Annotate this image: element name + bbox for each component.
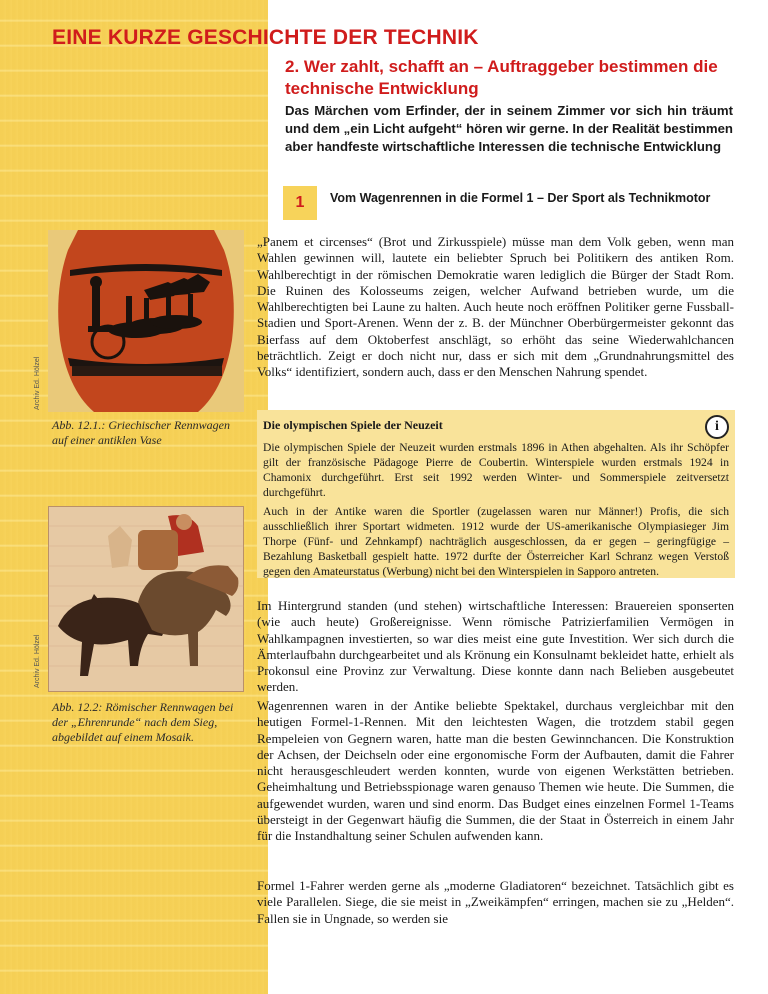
page-header-title: EINE KURZE GESCHICHTE DER TECHNIK bbox=[52, 26, 479, 49]
greek-vase-image bbox=[48, 230, 244, 412]
figure-credit: Archiv Ed. Hölzel bbox=[34, 634, 41, 688]
body-paragraph: Formel 1-Fahrer werden gerne als „moderne Gladiatoren“ bezeichnet. Tatsächlich gibt es viele Parallelen. Siege, die sie meist in „Zweikämpfen“ erringen, machen sie zu „Helden“. Fallen sie in Ungnade, so werden sie bbox=[257, 878, 734, 926]
figure-greek-vase bbox=[48, 230, 244, 412]
info-box bbox=[257, 410, 735, 578]
body-paragraph: Im Hintergrund standen (und stehen) wirtschaftliche Interessen: Brauereien sponserten (wie auch heute) Großereignisse. Wenn römische Patrizierfamilien Vermögen in Wahlkampagnen investierten, so war dies meist eine gute Investition. Wer sich durch die Ämterlaufbahn durchgearbeitet und als Krönung ein Konsulnamt bekleidet hatte, erhielt als Prokonsul eine Provinz zur Verwaltung. Diese konnte dann nach Belieben ausgebeutet werden. bbox=[257, 598, 734, 695]
figure-credit: Archiv Ed. Hölzel bbox=[34, 356, 41, 410]
info-icon: i bbox=[705, 415, 729, 439]
figure-caption: Abb. 12.2: Römischer Rennwagen bei der „Ehrenrunde“ nach dem Sieg, abgebildet auf einem Mosaik. bbox=[52, 700, 234, 744]
subsection-number-badge: 1 bbox=[283, 186, 317, 220]
info-box-text: Die olympischen Spiele der Neuzeit wurden erstmals 1896 in Athen abgehalten. Als ihr Schöpfer gilt der französische Pädagoge Pierre de Coubertin. Winterspiele wurden erstmals 1924 in Chamonix durchgeführt. Erst seit 1992 werden Winter- und Sommerspiele zeitversetzt durchgeführt. bbox=[263, 441, 729, 499]
body-paragraph: „Panem et circenses“ (Brot und Zirkusspiele) müsse man dem Volk geben, wenn man Wahlen gewinnen will, lautete ein beliebter Spruch bei Politikern des antiken Rom. Wahlberechtigt in der römischen Demokratie waren lediglich die Bürger der Stadt Rom. Die Ruinen des Kolosseums zeigen, welcher Aufwand betrieben wurde, um die Wahlberechtigten bei Laune zu halten. Auch heute noch eröffnen Politiker gerne Fussball-Stadien und Sport-Arenen. Wenn der z. B. der Münchner Oberbürgermeister gekonnt das Bierfass auf dem Oktoberfest anschlägt, so erhöht das seine Wiederwahlchancen beträchtlich. Zeigt er doch nicht nur, dass er sich mit dem „Grundnahrungsmittel des Volks“ identifiziert, sondern auch, dass er den Menschen Nahrung spendet. bbox=[257, 234, 734, 380]
figure-roman-mosaic bbox=[48, 506, 244, 692]
section-intro: Das Märchen vom Erfinder, der in seinem Zimmer vor sich hin träumt und dem „ein Licht aufgeht“ hören wir gerne. In der Realität bestimmen aber handfeste wirtschaftliche Interessen die technische Entwicklung bbox=[285, 103, 733, 154]
figure-caption: Abb. 12.1.: Griechischer Rennwagen auf einer antiklen Vase bbox=[52, 418, 230, 447]
subsection-title: Vom Wagenrennen in die Formel 1 – Der Sport als Technikmotor bbox=[330, 191, 711, 205]
info-box-title: Die olympischen Spiele der Neuzeit bbox=[263, 418, 443, 432]
sidebar-background bbox=[0, 0, 268, 994]
info-box-text: Auch in der Antike waren die Sportler (zugelassen waren nur Männer!) Profis, die sich ausschließlich ihrer Sportart widmeten. 1912 wurde der US-amerikanische Olympiasieger Jim Thorpe (Fünf- und Zehnkampf) nachträglich ausgeschlossen, da er gegen – geringfügige – Bezahlung Basketball gespielt hatte. 1972 durfte der Österreicher Karl Schranz wegen Verstoß gegen den Amateurstatus (Werbung) nicht bei den Winterspielen in Sapporo antreten. bbox=[263, 505, 729, 578]
body-paragraph: Wagenrennen waren in der Antike beliebte Spektakel, durchaus vergleichbar mit den heutigen Formel-1-Rennen. Mit den leichtesten Wagen, die trotzdem stabil gegen Rempeleien von Gegnern waren, hatte man die besten Gewinnchancen. Die Konstruktion der Achsen, der Deichseln oder eine ergonomische Form der Aufbauten, damit die Fahrer nicht herausgeschleudert werden konnten, wurde von eigenen Werkstätten betrieben. Geheimhaltung und Betriebsspionage waren genauso Themen wie heute. Die Summen, die aufgewendet wurden, waren und sind enorm. Das Budget eines einzelnen Formel 1-Teams übersteigt in der Gegenwart häufig die Summen, die der Staat in Österreich in einem Jahr für die Instandhaltung seiner Schulen aufwenden kann. bbox=[257, 698, 734, 844]
roman-mosaic-image bbox=[48, 506, 244, 692]
section-title: 2. Wer zahlt, schafft an – Auftraggeber bestimmen die technische Entwicklung bbox=[285, 57, 718, 98]
